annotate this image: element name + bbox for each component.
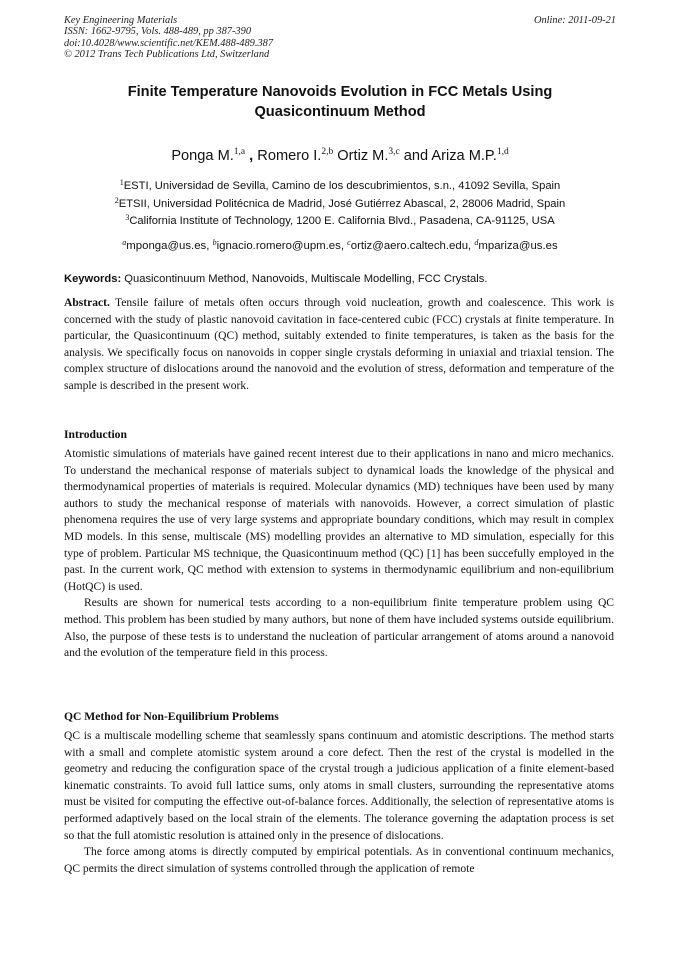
introduction-paragraph-2: Results are shown for numerical tests according to a non-equilibrium finite temperature problem using QC method. This problem has been studied by many authors, but none of them have included systems outside equilibrium. Also, the purpose of these tests is to understand the nucleation of particular arrangement of atoms around a nanovoid and the evolution of the temperature field in this process. — [64, 597, 614, 660]
journal-header — [64, 15, 616, 60]
affiliation-2-text: ETSII, Universidad Politécnica de Madrid, José Gutiérrez Abascal, 2, 28006 Madrid, Spain — [118, 197, 566, 210]
author-separator: , — [245, 148, 258, 164]
introduction-paragraph-1: Atomistic simulations of materials have gained recent interest due to their applications in nano and micro mechanics. To understand the mechanical response of materials subject to dynamical loads the knowledge of the physical and thermodynamical properties of materials is required. Molecular dynamics (MD) techniques have been used by many authors to study the mechanical response of materials with nanovoids. However, a correct simulation of plastic phenomena requires the use of very large systems and appropriate boundary conditions, which may result in complex MD models. In this sense, multiscale (MS) modelling provides an alternative to MD simulation, especially for this type of problem. Particular MS technique, the Quasicontinuum method (QC) [1] has been succefully employed in the past. In the current work, QC method with extension to systems in thermodynamic equilibrium and non-equilibrium (HotQC) is used. — [64, 448, 614, 593]
affiliation-2 — [64, 196, 616, 214]
doi-line: doi:10.4028/www.scientific.net/KEM.488-489.387 — [64, 37, 274, 49]
affiliation-1-text: ESTI, Universidad de Sevilla, Camino de los descubrimientos, s.n., 41092 Sevilla, Spain — [123, 180, 561, 192]
paper-title — [64, 83, 616, 122]
author-romero: Romero I. — [257, 148, 322, 164]
keywords-label: Keywords: — [64, 273, 122, 285]
author-emails — [64, 238, 616, 254]
email-c: ortiz@aero.caltech.edu, — [350, 240, 475, 252]
author-ortiz-sup: 3,c — [388, 147, 400, 157]
qc-section-heading: QC Method for Non-Equilibrium Problems — [64, 710, 279, 723]
affiliation-3 — [64, 213, 616, 231]
abstract-label: Abstract. — [64, 297, 110, 309]
introduction-heading: Introduction — [64, 428, 127, 441]
author-and: and — [399, 148, 432, 164]
affiliations — [64, 178, 616, 231]
email-c-sup: c — [347, 238, 351, 247]
affiliation-1 — [64, 178, 616, 196]
affiliation-3-sup: 3 — [125, 213, 130, 222]
email-d-sup: d — [474, 238, 479, 247]
author-list — [64, 146, 616, 166]
qc-paragraph-1: QC is a multiscale modelling scheme that seamlessly spans continuum and atomistic descriptions. The method starts with a small and complete atomistic system around a core defect. Then the rest of the crystal is modelled in the geometry and reducing the configuration space of the crystal trough a judicious application of a finite element-based kinematic constraints. To avoid full lattice sums, only atoms in small clusters, surrounding the representative atoms must be visited for computing the effective out-of-balance forces. Additionally, the selection of representative atoms is performed adaptively based on the local strain of the elements. The tolerance governing the adaptation process is set so that the full atomistic resolution is attained only in the presence of dislocations. — [64, 730, 614, 842]
author-ponga: Ponga M. — [171, 148, 234, 164]
journal-name: Key Engineering Materials — [64, 15, 178, 26]
author-ortiz: Ortiz M. — [333, 148, 389, 164]
email-b: ignacio.romero@upm.es, — [216, 240, 348, 252]
abstract — [64, 295, 614, 395]
affiliation-1-sup: 1 — [119, 178, 124, 187]
title-line-1: Finite Temperature Nanovoids Evolution in FCC Metals Using — [127, 84, 553, 100]
abstract-text: Tensile failure of metals often occurs through void nucleation, growth and coalescence. This work is concerned with the study of plastic nanovoid cavitation in face-centered cubic (FCC) crystals at finite temperature. In particular, the Quasicontinuum (QC) method, suitably extended to finite temperatures, is taken as the basis for the analysis. We specifically focus on nanovoids in copper single crystals deforming in uniaxial and triaxial tension. The complex structure of dislocations around the nanovoid and the evolution of stress, deformation and temperature of the sample is described in the present work. — [64, 297, 614, 392]
affiliation-2-sup: 2 — [114, 195, 119, 205]
author-ariza-sup: 1,d — [496, 147, 509, 157]
qc-section-body — [64, 728, 614, 877]
email-a: mponga@us.es, — [126, 240, 213, 252]
copyright-line: © 2012 Trans Tech Publications Ltd, Switzerland — [64, 48, 270, 60]
email-a-sup: a — [122, 238, 127, 247]
issn-line: ISSN: 1662-9795, Vols. 488-489, pp 387-390 — [64, 26, 252, 38]
email-d: mpariza@us.es — [478, 240, 558, 252]
author-ariza: Ariza M.P. — [431, 148, 497, 164]
keywords-text: Quasicontinuum Method, Nanovoids, Multiscale Modelling, FCC Crystals. — [121, 273, 488, 285]
author-ponga-sup: 1,a — [233, 147, 246, 157]
qc-paragraph-2: The force among atoms is directly computed by empirical potentials. As in conventional continuum mechanics, QC permits the direct simulation of systems controlled through the application of remote — [64, 846, 614, 875]
online-date: Online: 2011-09-21 — [533, 15, 616, 26]
title-line-2: Quasicontinuum Method — [254, 103, 426, 120]
affiliation-3-text: California Institute of Technology, 1200 E. California Blvd., Pasadena, CA-91125, USA — [129, 215, 555, 227]
keywords — [64, 272, 616, 287]
introduction-body — [64, 446, 614, 662]
author-romero-sup: 2,b — [321, 147, 334, 157]
email-b-sup: b — [212, 238, 217, 247]
